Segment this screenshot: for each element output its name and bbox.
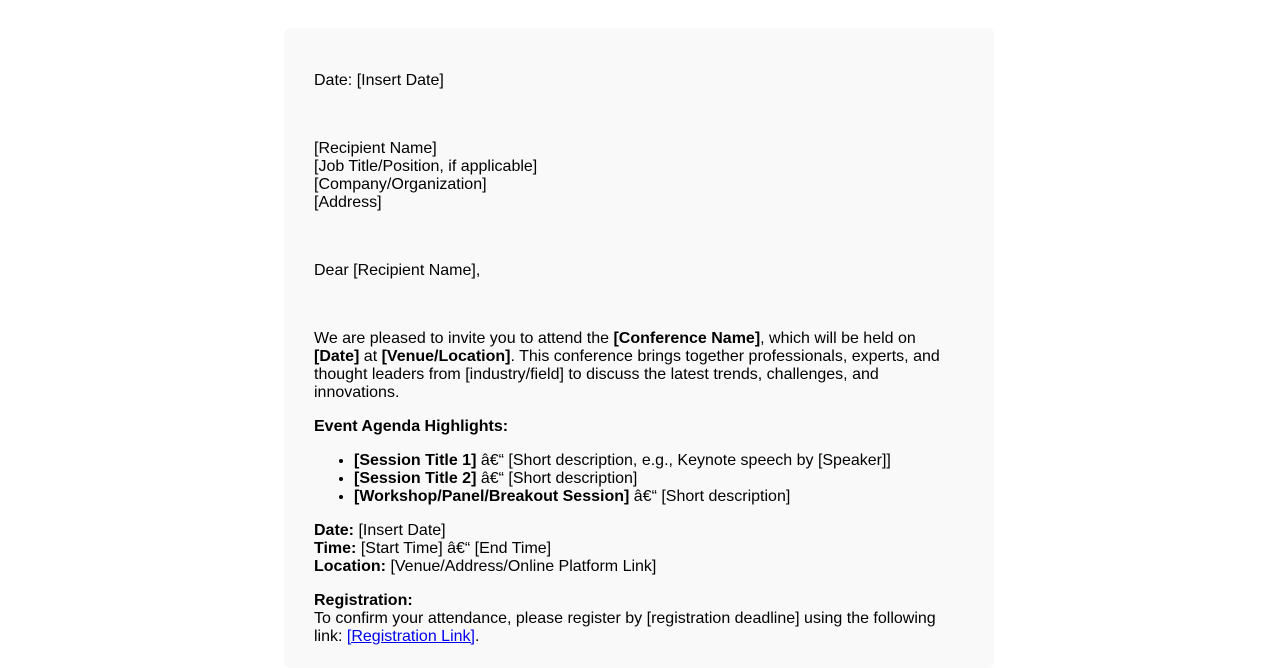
date-label: Date: [314, 522, 355, 539]
agenda-item-title: [Session Title 1] [354, 452, 477, 469]
conference-name: [Conference Name] [613, 330, 761, 347]
greeting: Dear [Recipient Name], [314, 262, 481, 279]
recipient-company: [Company/Organization] [314, 176, 487, 193]
intro-text-1: We are pleased to invite you to attend the [314, 330, 614, 347]
agenda-item [354, 470, 964, 488]
time-label: Time: [314, 540, 357, 557]
recipient-name: [Recipient Name] [314, 140, 437, 157]
time-value: [Start Time] â€“ [End Time] [356, 540, 552, 557]
agenda-item [354, 452, 964, 470]
spacer [314, 212, 964, 262]
registration-heading: Registration: [314, 592, 413, 609]
intro-text-3: at [359, 348, 382, 365]
letter-document [284, 28, 994, 668]
agenda-item-title: [Session Title 2] [354, 470, 477, 487]
registration-text: To confirm your attendance, please register by [registration deadline] using the following link: [314, 610, 936, 645]
agenda-item-desc: â€“ [Short description] [629, 488, 791, 505]
registration-link[interactable]: [Registration Link] [346, 628, 475, 645]
agenda-item-desc: â€“ [Short description, e.g., Keynote speech by [Speaker]] [476, 452, 891, 469]
intro-text-4: . This conference brings together professionals, experts, and thought leaders from [industry/field] to discuss the latest trends, challenges, and innovations. [314, 348, 940, 401]
location-label: Location: [314, 558, 386, 575]
registration-end: . [474, 628, 480, 645]
event-details [314, 522, 964, 576]
recipient-title: [Job Title/Position, if applicable] [314, 158, 538, 175]
location-value: [Venue/Address/Online Platform Link] [386, 558, 657, 575]
agenda-item-desc: â€“ [Short description] [476, 470, 638, 487]
recipient-address: [Address] [314, 194, 382, 211]
conference-date: [Date] [314, 348, 360, 365]
date-value: [Insert Date] [354, 522, 446, 539]
date-line: Date: [Insert Date] [314, 72, 444, 89]
intro-text-2: , which will be held on [760, 330, 916, 347]
registration-section [314, 592, 964, 646]
agenda-item-title: [Workshop/Panel/Breakout Session] [354, 488, 630, 505]
agenda-list [314, 452, 964, 506]
recipient-block [314, 140, 964, 212]
intro-paragraph [314, 330, 964, 402]
spacer [314, 90, 964, 140]
conference-venue: [Venue/Location] [381, 348, 511, 365]
agenda-heading: Event Agenda Highlights: [314, 418, 509, 435]
agenda-item [354, 488, 964, 506]
spacer [314, 280, 964, 330]
